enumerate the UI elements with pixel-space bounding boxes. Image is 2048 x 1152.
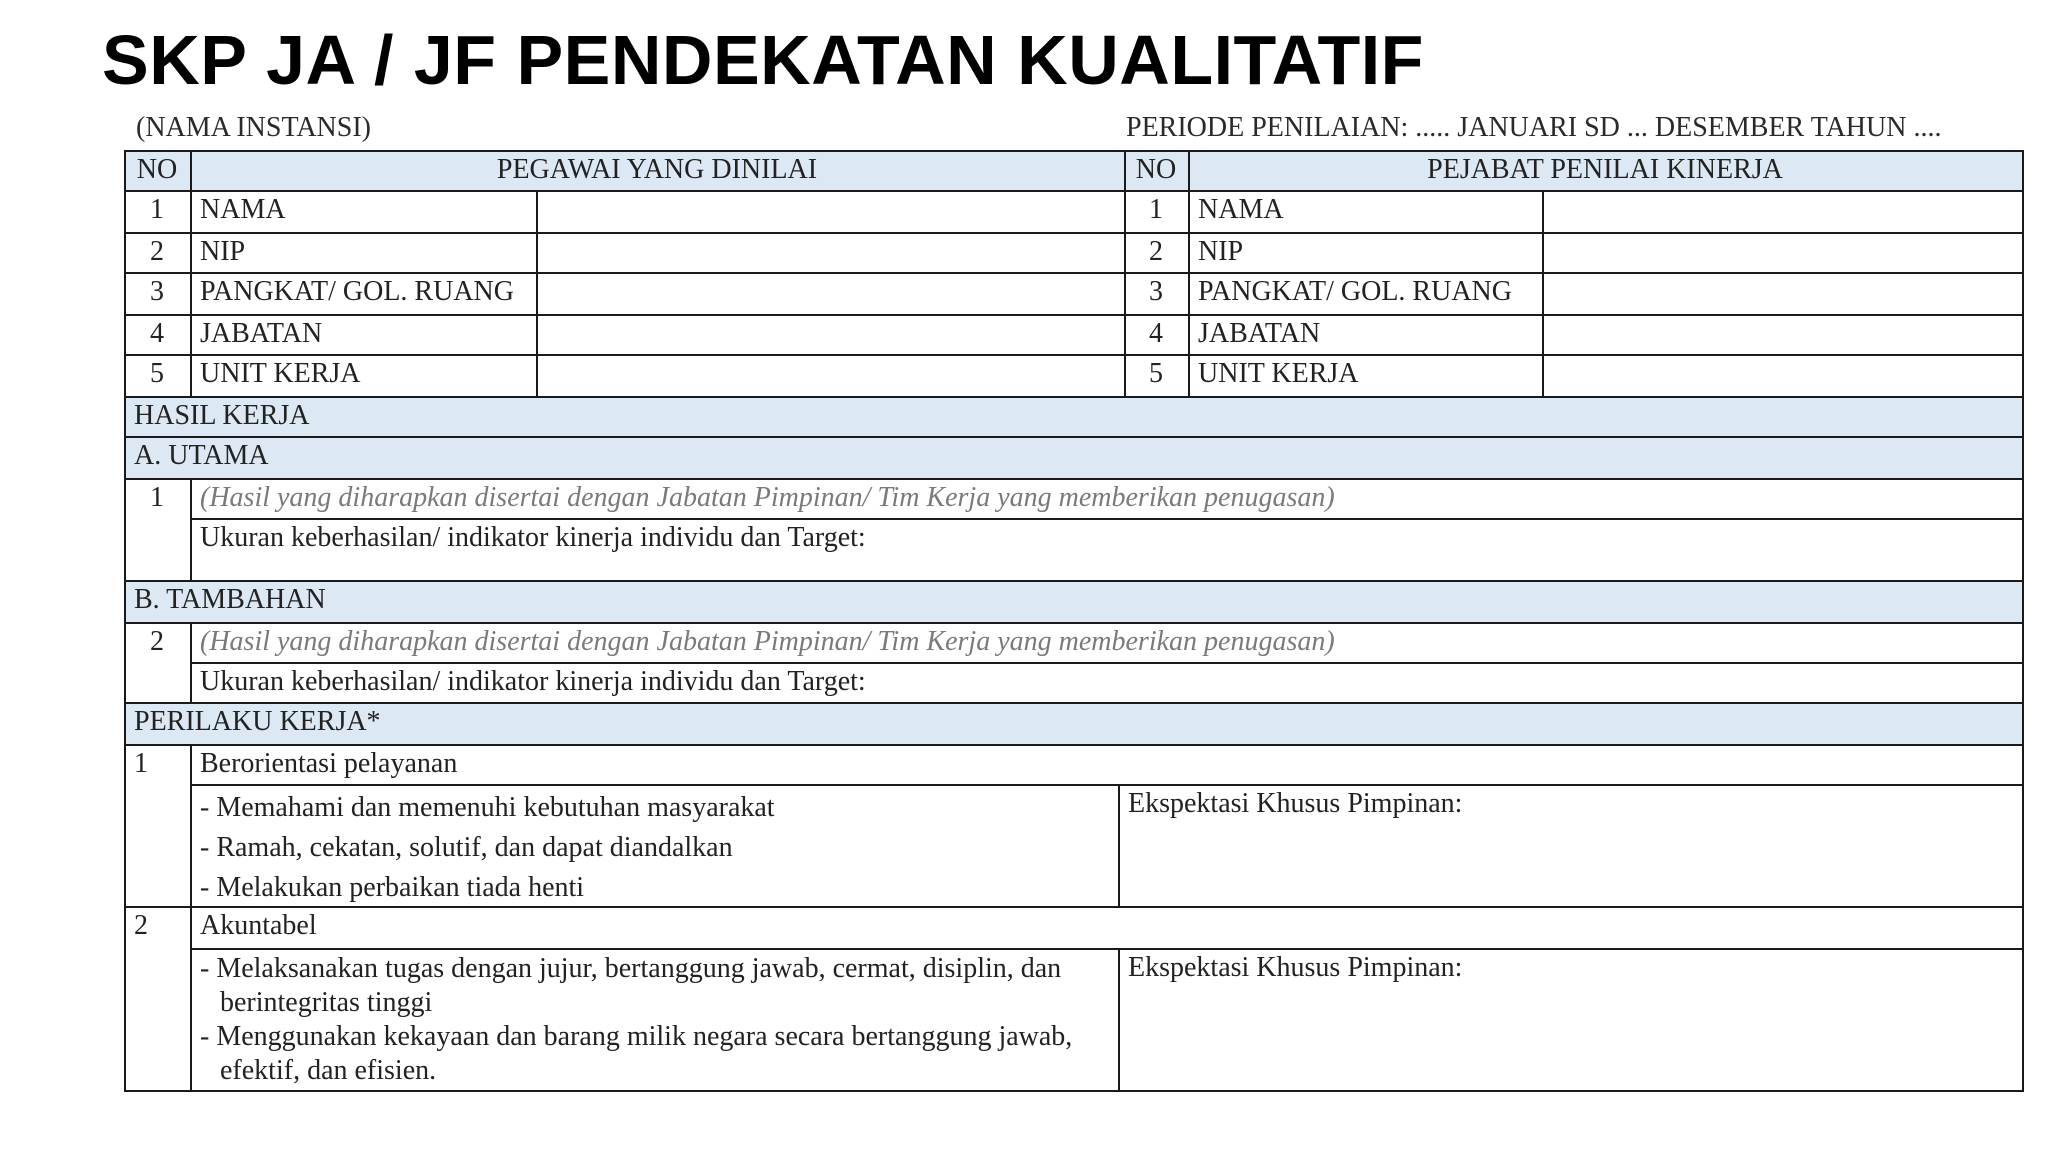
grid-line <box>190 518 2024 520</box>
perilaku-2-name: Akuntabel <box>200 910 317 941</box>
header-no-right: NO <box>1124 150 1188 190</box>
pejabat-row-no: 4 <box>1149 318 1163 349</box>
pegawai-row-no: 3 <box>150 276 164 307</box>
grid-line <box>190 662 2024 664</box>
grid-line <box>1124 150 1126 396</box>
pejabat-row-label: JABATAN <box>1198 318 1321 349</box>
grid-line <box>190 948 2024 950</box>
grid-line <box>1542 190 1544 396</box>
grid-line <box>124 1090 2024 1092</box>
grid-line <box>124 314 2024 316</box>
pegawai-row-value[interactable] <box>536 190 1124 232</box>
perilaku-1-ekspektasi[interactable]: Ekspektasi Khusus Pimpinan: <box>1128 788 1463 819</box>
perilaku-1-points <box>190 784 1118 906</box>
pegawai-row-label: NAMA <box>200 194 286 225</box>
grid-line <box>1188 150 1190 396</box>
perilaku-point: - Ramah, cekatan, solutif, dan dapat diandalkan <box>200 832 733 863</box>
grid-line <box>124 396 2024 398</box>
grid-line <box>124 580 2024 582</box>
utama-header: A. UTAMA <box>124 436 2022 478</box>
slide-title: SKP JA / JF PENDEKATAN KUALITATIF <box>102 21 1424 99</box>
pegawai-row-label: UNIT KERJA <box>200 358 361 389</box>
pejabat-row-no: 5 <box>1149 358 1163 389</box>
pejabat-row-value[interactable] <box>1542 232 2022 272</box>
header-no-left: NO <box>124 150 190 190</box>
pejabat-row-label: NAMA <box>1198 194 1284 225</box>
grid-line <box>124 478 2024 480</box>
perilaku-1-no: 1 <box>134 748 148 779</box>
pejabat-row-label: PANGKAT/ GOL. RUANG <box>1198 276 1512 307</box>
perilaku-2-ekspektasi[interactable]: Ekspektasi Khusus Pimpinan: <box>1128 952 1463 983</box>
pegawai-row-label: JABATAN <box>200 318 323 349</box>
grid-line <box>190 744 192 1090</box>
pejabat-row-no: 1 <box>1149 194 1163 225</box>
pejabat-row-label: UNIT KERJA <box>1198 358 1359 389</box>
grid-line <box>124 436 2024 438</box>
tambahan-header: B. TAMBAHAN <box>124 580 2022 622</box>
pejabat-row-no: 3 <box>1149 276 1163 307</box>
grid-line <box>124 150 2024 152</box>
grid-line <box>190 150 192 396</box>
pejabat-row-label: NIP <box>1198 236 1244 267</box>
utama-ukuran[interactable]: Ukuran keberhasilan/ indikator kinerja individu dan Target: <box>200 522 866 553</box>
perilaku-2-points <box>190 948 1118 1090</box>
grid-line <box>124 744 2024 746</box>
pejabat-row-value[interactable] <box>1542 272 2022 314</box>
grid-line <box>124 232 2024 234</box>
grid-line <box>190 478 192 580</box>
perilaku-point: - Melaksanakan tugas dengan jujur, bertanggung jawab, cermat, disiplin, dan berintegritas tinggi <box>200 953 1062 1018</box>
pegawai-row-value[interactable] <box>536 354 1124 396</box>
pegawai-row-value[interactable] <box>536 272 1124 314</box>
grid-line <box>190 784 2024 786</box>
perilaku-point: - Memahami dan memenuhi kebutuhan masyarakat <box>200 792 775 823</box>
pegawai-row-no: 1 <box>150 194 164 225</box>
header-pejabat: PEJABAT PENILAI KINERJA <box>1188 150 2022 190</box>
grid-line <box>124 702 2024 704</box>
perilaku-1-name: Berorientasi pelayanan <box>200 748 458 779</box>
grid-line <box>124 354 2024 356</box>
pegawai-row-no: 5 <box>150 358 164 389</box>
perilaku-header: PERILAKU KERJA* <box>124 702 2022 744</box>
pejabat-row-value[interactable] <box>1542 314 2022 354</box>
grid-line <box>124 906 2024 908</box>
grid-line <box>2022 150 2024 1092</box>
grid-line <box>1118 948 1120 1090</box>
pejabat-row-no: 2 <box>1149 236 1163 267</box>
periode-label: PERIODE PENILAIAN: ..... JANUARI SD ... DESEMBER TAHUN .... <box>1126 112 1942 143</box>
instansi-label: (NAMA INSTANSI) <box>136 112 371 143</box>
pegawai-row-value[interactable] <box>536 232 1124 272</box>
utama-no: 1 <box>150 482 164 513</box>
pegawai-row-label: PANGKAT/ GOL. RUANG <box>200 276 514 307</box>
grid-line <box>124 272 2024 274</box>
grid-line <box>1118 784 1120 906</box>
pejabat-row-value[interactable] <box>1542 190 2022 232</box>
pegawai-row-no: 4 <box>150 318 164 349</box>
grid-line <box>536 190 538 396</box>
pegawai-row-label: NIP <box>200 236 246 267</box>
perilaku-point: - Melakukan perbaikan tiada henti <box>200 872 585 903</box>
pegawai-row-no: 2 <box>150 236 164 267</box>
hasil-kerja-header: HASIL KERJA <box>124 396 2022 436</box>
grid-line <box>190 622 192 702</box>
tambahan-ukuran[interactable]: Ukuran keberhasilan/ indikator kinerja individu dan Target: <box>200 666 866 697</box>
utama-hasil[interactable]: (Hasil yang diharapkan disertai dengan Jabatan Pimpinan/ Tim Kerja yang memberikan penugasan) <box>200 482 1335 513</box>
tambahan-no: 2 <box>150 626 164 657</box>
grid-line <box>124 150 126 1092</box>
grid-line <box>124 622 2024 624</box>
pegawai-row-value[interactable] <box>536 314 1124 354</box>
tambahan-hasil[interactable]: (Hasil yang diharapkan disertai dengan Jabatan Pimpinan/ Tim Kerja yang memberikan penugasan) <box>200 626 1335 657</box>
perilaku-point: - Menggunakan kekayaan dan barang milik negara secara bertanggung jawab, efektif, dan efisien. <box>200 1021 1073 1086</box>
perilaku-2-no: 2 <box>134 910 148 941</box>
header-pegawai: PEGAWAI YANG DINILAI <box>190 150 1124 190</box>
grid-line <box>124 190 2024 192</box>
pejabat-row-value[interactable] <box>1542 354 2022 396</box>
